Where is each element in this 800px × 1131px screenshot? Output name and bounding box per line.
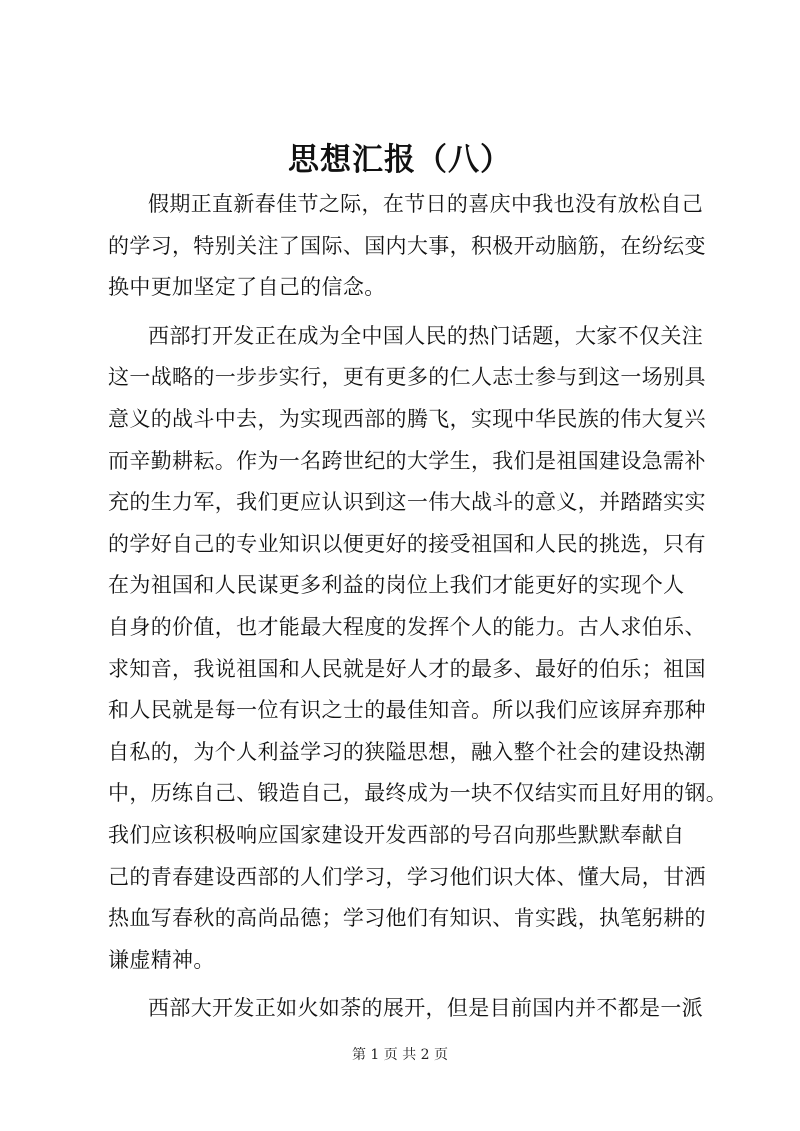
text-line: 热血写春秋的高尚品德；学习他们有知识、肯实践，执笔躬耕的	[108, 906, 706, 931]
text-line: 换中更加坚定了自己的信念。	[108, 275, 386, 300]
document-title: 思想汇报（八）	[288, 142, 512, 178]
paragraph-1	[108, 184, 708, 309]
text-line: 意义的战斗中去，为实现西部的腾飞，实现中华民族的伟大复兴	[108, 406, 706, 431]
text-line: 西部打开发正在成为全中国人民的热门话题，大家不仅关注	[148, 323, 704, 348]
text-line: 假期正直新春佳节之际，在节日的喜庆中我也没有放松自己	[148, 192, 704, 216]
text-line: 在为祖国和人民谋更多利益的岗位上我们才能更好的实现个人	[108, 573, 685, 598]
paragraph-2	[108, 316, 728, 982]
text-line: 自私的，为个人利益学习的狭隘思想，融入整个社会的建设热潮	[108, 739, 706, 764]
text-line: 己的青春建设西部的人们学习，学习他们识大体、懂大局，甘洒	[108, 864, 706, 889]
page-footer: 第 1 页 共 2 页	[351, 1047, 449, 1063]
text-line: 西部大开发正如火如荼的展开，但是目前国内并不都是一派	[148, 996, 704, 1021]
text-line: 的学好自己的专业知识以便更好的接受祖国和人民的挑选，只有	[108, 531, 706, 556]
text-line: 而辛勤耕耘。作为一名跨世纪的大学生，我们是祖国建设急需补	[108, 448, 706, 473]
text-line: 我们应该积极响应国家建设开发西部的号召向那些默默奉献自	[108, 822, 685, 847]
text-line: 谦虚精神。	[108, 947, 215, 972]
text-line: 充的生力军，我们更应认识到这一伟大战斗的意义，并踏踏实实	[108, 490, 706, 515]
text-line: 这一战略的一步步实行，更有更多的仁人志士参与到这一场别具	[108, 365, 706, 390]
text-line: 中，历练自己、锻造自己，最终成为一块不仅结实而且好用的钢。	[108, 781, 728, 806]
text-line: 和人民就是每一位有识之士的最佳知音。所以我们应该屏弃那种	[108, 698, 706, 723]
text-line: 求知音，我说祖国和人民就是好人才的最多、最好的伯乐；祖国	[108, 656, 706, 681]
text-line: 自身的价值，也才能最大程度的发挥个人的能力。古人求伯乐、	[108, 614, 706, 639]
document-body	[108, 184, 728, 1037]
paragraph-3	[108, 988, 708, 1030]
text-line: 的学习，特别关注了国际、国内大事，积极开动脑筋，在纷纭变	[108, 233, 706, 258]
